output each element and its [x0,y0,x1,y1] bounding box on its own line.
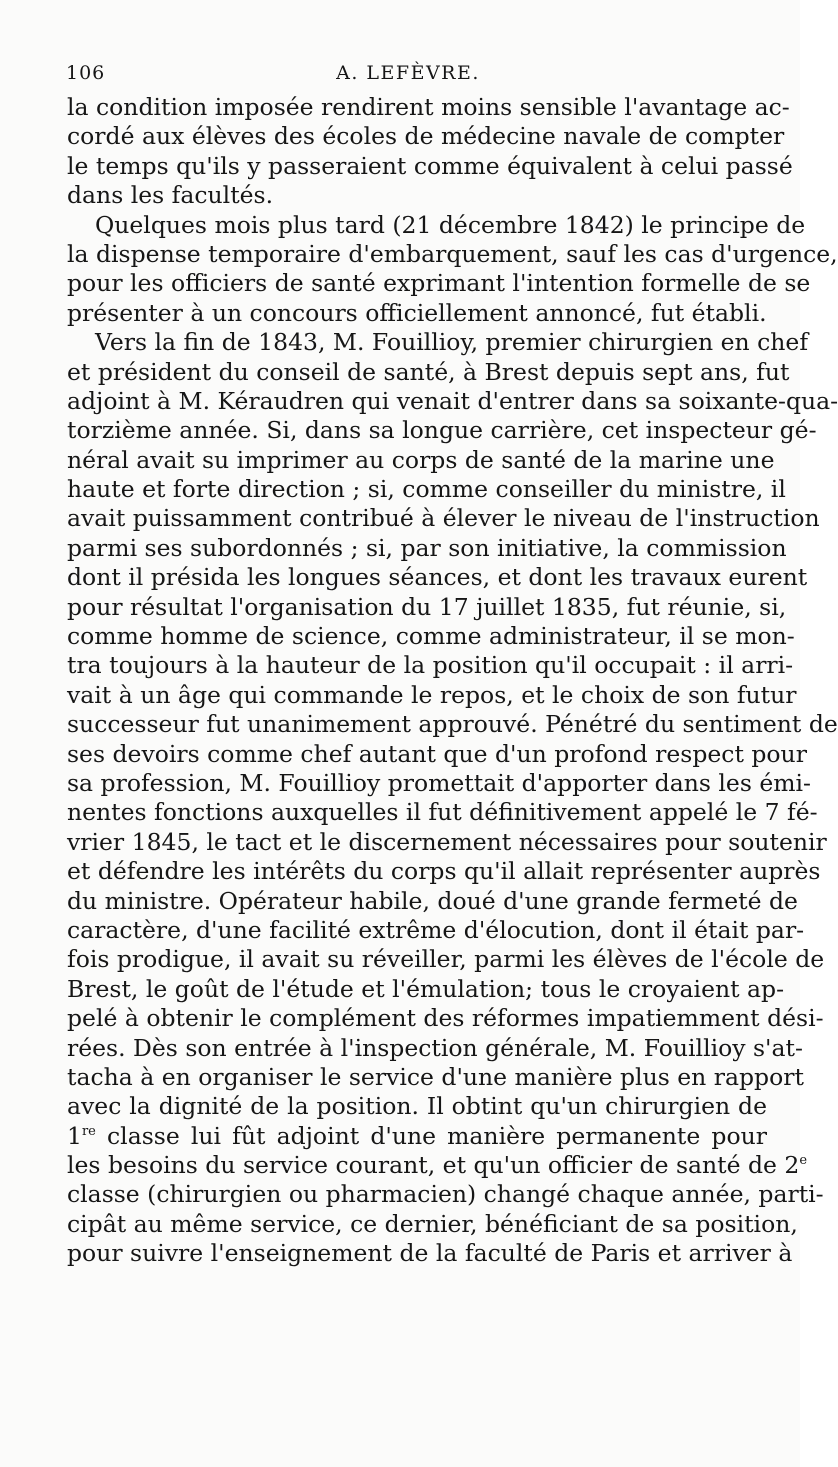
line-text: vrier 1845, le tact et le discernement nécessaires pour soutenir [67,827,827,856]
text-line [67,1033,803,1063]
line-text: caractère, d'une facilité extrême d'élocution, dont il était par- [67,915,805,944]
line-text: vait à un âge qui commande le repos, et le choix de son futur [67,680,797,709]
body-text [67,93,838,1269]
text-line [67,915,805,945]
text-line [67,299,767,328]
line-text: pour résultat l'organisation du 17 juillet 1835, fut réunie, si, [67,592,787,621]
ordinal-number: 2 [784,1151,800,1180]
line-text: classe lui fût adjoint d'une manière permanente pour [107,1121,767,1150]
text-line [67,416,817,445]
text-line [67,210,806,240]
line-text: torzième année. Si, dans sa longue carrière, cet inspecteur gé- [67,416,817,445]
text-line [67,181,767,210]
line-text: ses devoirs comme chef autant que d'un profond respect pour [67,739,807,768]
line-text: avec la dignité de la position. Il obtint qu'un chirurgien de [67,1092,767,1121]
line-text: Quelques mois plus tard (21 décembre 1842) le principe de [95,210,806,239]
line-text: cipât au même service, ce dernier, bénéficiant de sa position, [67,1209,798,1238]
line-text: comme homme de science, comme administrateur, il se mon- [67,622,795,651]
text-line [67,622,795,651]
line-text: parmi ses subordonnés ; si, par son initiative, la commission [67,533,787,562]
line-text: haute et forte direction ; si, comme conseiller du ministre, il [67,475,786,504]
line-text: les besoins du service courant, et qu'un officier de santé de [67,1151,777,1180]
text-line [67,798,818,827]
line-text: pour suivre l'enseignement de la faculté de Paris et arriver à [67,1239,793,1268]
line-text: sa profession, M. Fouillioy promettait d'apporter dans les émi- [67,768,811,797]
text-line [67,680,797,710]
text-line [67,1062,804,1092]
text-line [67,1239,793,1268]
line-text: adjoint à M. Kéraudren qui venait d'entrer dans sa soixante-qua- [67,386,838,415]
line-text: cordé aux élèves des écoles de médecine navale de compter [67,122,785,151]
line-text: tacha à en organiser le service d'une manière plus en rapport [67,1062,804,1091]
text-line [67,739,807,769]
text-line [67,533,787,563]
text-line [67,269,811,298]
text-line [67,328,809,357]
running-head: A. LEFÈVRE. [336,62,480,84]
text-line [67,1122,767,1151]
ordinal-number: 1 [67,1121,82,1150]
line-text: Vers la fin de 1843, M. Fouillioy, premier chirurgien en chef [95,328,809,357]
line-text: du ministre. Opérateur habile, doué d'une grande fermeté de [67,886,798,915]
line-text: avait puissamment contribué à élever le niveau de l'instruction [67,504,820,533]
line-text: nentes fonctions auxquelles il fut définitivement appelé le 7 fé- [67,798,818,827]
text-line [67,1004,824,1033]
text-line [67,974,785,1004]
page-header [66,62,750,90]
text-line [67,651,794,680]
line-text: dont il présida les longues séances, et dont les travaux eurent [67,563,808,592]
text-line [67,93,790,122]
ordinal-suffix: e [799,1153,808,1169]
text-line [67,563,808,592]
text-line [67,122,785,151]
line-text: néral avait su imprimer au corps de santé de la marine une [67,445,775,474]
text-line [67,1180,824,1209]
ordinal-suffix: re [81,1123,96,1139]
line-text: successeur fut unanimement approuvé. Pénétré du sentiment de [67,710,838,739]
text-line [67,945,825,974]
line-text: et président du conseil de santé, à Brest depuis sept ans, fut [67,357,790,386]
line-text: et défendre les intérêts du corps qu'il allait représenter auprès [67,857,821,886]
page-number: 106 [66,62,106,84]
text-line [67,710,838,739]
text-line [67,1151,808,1180]
line-text: présenter à un concours officiellement annoncé, fut établi. [67,298,767,327]
text-line [67,857,821,886]
line-text: dans les facultés. [67,181,274,210]
text-line [67,886,798,916]
text-line [67,504,820,533]
line-text: classe (chirurgien ou pharmacien) changé chaque année, parti- [67,1180,824,1209]
line-text: pour les officiers de santé exprimant l'intention formelle de se [67,269,811,298]
text-line [67,386,838,416]
text-line [67,768,811,798]
text-line [67,1092,767,1121]
text-line [67,357,790,387]
line-text: rées. Dès son entrée à l'inspection générale, M. Fouillioy s'at- [67,1033,803,1062]
text-line [67,151,793,181]
text-line [67,592,787,622]
line-text: tra toujours à la hauteur de la position qu'il occupait : il arri- [67,651,794,680]
text-line [67,1209,798,1239]
text-line [67,445,775,475]
text-line [67,827,827,857]
line-text: le temps qu'ils y passeraient comme équivalent à celui passé [67,151,793,180]
text-line [67,239,838,269]
line-text: Brest, le goût de l'étude et l'émulation; tous le croyaient ap- [67,974,785,1003]
line-text: fois prodigue, il avait su réveiller, parmi les élèves de l'école de [67,945,825,974]
text-line [67,475,786,504]
line-text: pelé à obtenir le complément des réformes impatiemment dési- [67,1004,824,1033]
line-text: la dispense temporaire d'embarquement, sauf les cas d'urgence, [67,239,838,268]
line-text: la condition imposée rendirent moins sensible l'avantage ac- [67,93,790,121]
